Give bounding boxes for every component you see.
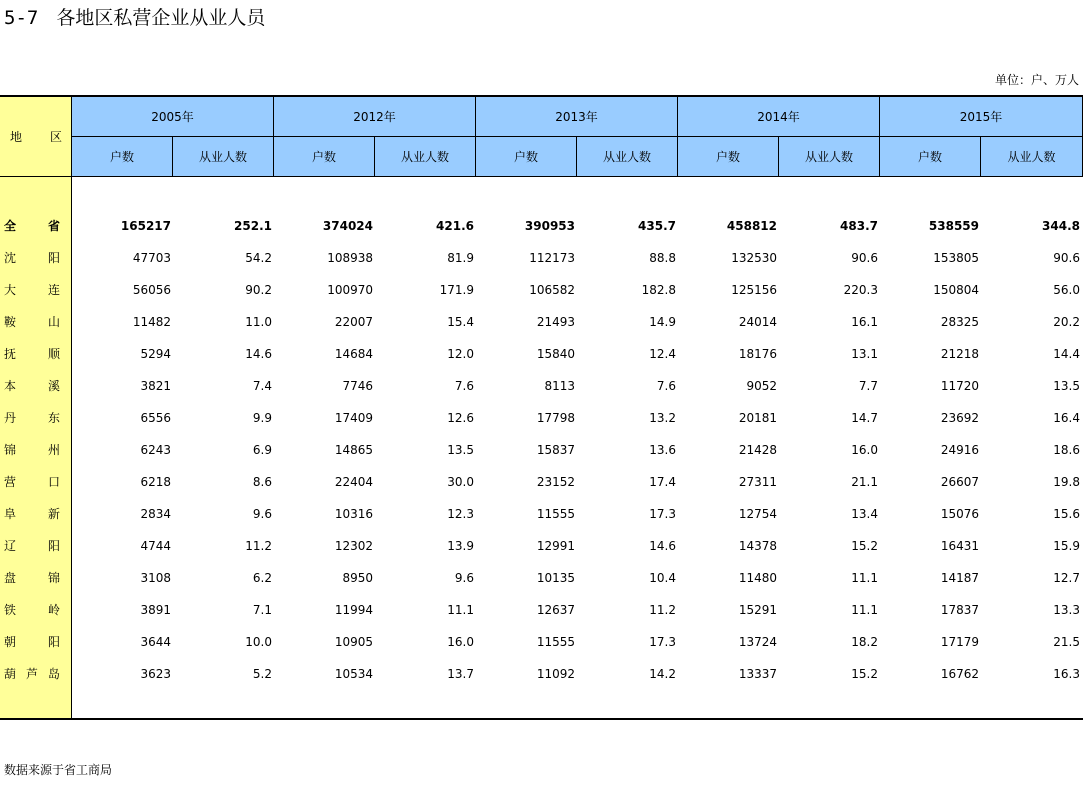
employees-cell: 17.3 — [649, 507, 676, 521]
employees-cell: 18.6 — [1053, 443, 1080, 457]
employees-cell: 15.9 — [1053, 539, 1080, 553]
households-cell: 390953 — [524, 219, 575, 233]
households-cell: 56056 — [132, 283, 171, 297]
employees-cell: 421.6 — [436, 219, 474, 233]
households-cell: 12754 — [738, 507, 777, 521]
table-row — [0, 658, 1083, 690]
employees-cell: 14.4 — [1053, 347, 1080, 361]
employees-cell: 6.2 — [252, 571, 272, 585]
households-cell: 458812 — [726, 219, 777, 233]
households-cell: 15291 — [738, 603, 777, 617]
employees-cell: 11.2 — [245, 539, 272, 553]
region-name: 葫 芦 岛 — [4, 667, 60, 681]
employees-cell: 14.7 — [851, 411, 878, 425]
table-row — [0, 242, 1083, 274]
employees-header: 从业人数 — [779, 137, 880, 177]
households-cell: 17179 — [940, 635, 979, 649]
households-cell: 8113 — [544, 379, 575, 393]
table-row — [0, 434, 1083, 466]
region-name: 全 省 — [4, 219, 60, 233]
employees-cell: 12.0 — [447, 347, 474, 361]
employees-cell: 15.4 — [447, 315, 474, 329]
households-cell: 23152 — [536, 475, 575, 489]
households-header: 户数 — [476, 137, 577, 177]
employees-cell: 13.7 — [447, 667, 474, 681]
households-cell: 9052 — [746, 379, 777, 393]
employees-cell: 13.4 — [851, 507, 878, 521]
households-cell: 11480 — [738, 571, 777, 585]
households-cell: 11092 — [536, 667, 575, 681]
employees-cell: 7.6 — [656, 379, 676, 393]
employees-cell: 171.9 — [439, 283, 474, 297]
households-cell: 6243 — [140, 443, 171, 457]
households-cell: 15840 — [536, 347, 575, 361]
households-cell: 16762 — [940, 667, 979, 681]
households-cell: 21493 — [536, 315, 575, 329]
employees-header: 从业人数 — [981, 137, 1083, 177]
households-cell: 24916 — [940, 443, 979, 457]
households-cell: 28325 — [940, 315, 979, 329]
households-cell: 3644 — [140, 635, 171, 649]
households-cell: 20181 — [738, 411, 777, 425]
employees-cell: 12.4 — [649, 347, 676, 361]
region-name: 抚 顺 — [4, 347, 60, 361]
employees-cell: 11.1 — [447, 603, 474, 617]
region-name: 辽 阳 — [4, 539, 60, 553]
households-cell: 125156 — [731, 283, 777, 297]
year-header: 2012年 — [274, 97, 476, 137]
households-cell: 16431 — [940, 539, 979, 553]
households-cell: 112173 — [529, 251, 575, 265]
year-header: 2014年 — [678, 97, 880, 137]
employees-cell: 13.5 — [1053, 379, 1080, 393]
households-cell: 374024 — [322, 219, 373, 233]
table-row — [0, 498, 1083, 530]
employees-cell: 12.3 — [447, 507, 474, 521]
households-header: 户数 — [880, 137, 981, 177]
households-cell: 17837 — [940, 603, 979, 617]
households-cell: 106582 — [529, 283, 575, 297]
employees-cell: 435.7 — [638, 219, 676, 233]
employees-cell: 17.4 — [649, 475, 676, 489]
employees-header: 从业人数 — [173, 137, 274, 177]
households-cell: 10135 — [536, 571, 575, 585]
employees-cell: 7.7 — [858, 379, 878, 393]
employees-cell: 13.1 — [851, 347, 878, 361]
employees-cell: 56.0 — [1053, 283, 1080, 297]
employees-cell: 14.6 — [245, 347, 272, 361]
households-cell: 11482 — [132, 315, 171, 329]
employees-cell: 182.8 — [641, 283, 676, 297]
unit-label: 单位：户、万人 — [994, 73, 1079, 87]
table-row — [0, 370, 1083, 402]
employees-cell: 11.2 — [649, 603, 676, 617]
households-header: 户数 — [72, 137, 173, 177]
households-cell: 14187 — [940, 571, 979, 585]
households-cell: 6218 — [140, 475, 171, 489]
employees-cell: 14.6 — [649, 539, 676, 553]
employees-cell: 90.6 — [851, 251, 878, 265]
employees-cell: 7.4 — [252, 379, 272, 393]
employees-cell: 10.4 — [649, 571, 676, 585]
households-cell: 23692 — [940, 411, 979, 425]
employees-cell: 20.2 — [1053, 315, 1080, 329]
employees-cell: 13.6 — [649, 443, 676, 457]
employees-cell: 12.7 — [1053, 571, 1080, 585]
households-cell: 10534 — [334, 667, 373, 681]
households-cell: 21428 — [738, 443, 777, 457]
employees-cell: 13.2 — [649, 411, 676, 425]
table-row — [0, 594, 1083, 626]
employees-cell: 9.9 — [252, 411, 272, 425]
households-cell: 7746 — [342, 379, 373, 393]
employees-cell: 14.2 — [649, 667, 676, 681]
region-name: 锦 州 — [4, 443, 60, 457]
employees-cell: 15.2 — [851, 667, 878, 681]
households-cell: 27311 — [738, 475, 777, 489]
employees-cell: 90.2 — [245, 283, 272, 297]
year-header: 2013年 — [476, 97, 678, 137]
region-name: 盘 锦 — [4, 571, 60, 585]
households-cell: 17409 — [334, 411, 373, 425]
employees-cell: 10.0 — [245, 635, 272, 649]
employees-cell: 18.2 — [851, 635, 878, 649]
employees-cell: 30.0 — [447, 475, 474, 489]
employees-cell: 15.6 — [1053, 507, 1080, 521]
households-cell: 100970 — [327, 283, 373, 297]
employees-cell: 16.4 — [1053, 411, 1080, 425]
region-name: 本 溪 — [4, 379, 60, 393]
households-cell: 132530 — [731, 251, 777, 265]
employees-cell: 16.1 — [851, 315, 878, 329]
employees-header: 从业人数 — [375, 137, 476, 177]
households-cell: 47703 — [132, 251, 171, 265]
households-cell: 11994 — [334, 603, 373, 617]
households-cell: 2834 — [140, 507, 171, 521]
employees-cell: 252.1 — [234, 219, 272, 233]
employees-cell: 13.3 — [1053, 603, 1080, 617]
employees-cell: 88.8 — [649, 251, 676, 265]
households-cell: 5294 — [140, 347, 171, 361]
region-name: 丹 东 — [4, 411, 60, 425]
households-cell: 11720 — [940, 379, 979, 393]
households-cell: 11555 — [536, 507, 575, 521]
households-cell: 12302 — [334, 539, 373, 553]
households-cell: 12991 — [536, 539, 575, 553]
employees-cell: 16.3 — [1053, 667, 1080, 681]
employees-cell: 11.1 — [851, 603, 878, 617]
households-header: 户数 — [678, 137, 779, 177]
region-name: 大 连 — [4, 283, 60, 297]
households-cell: 8950 — [342, 571, 373, 585]
table-row — [0, 530, 1083, 562]
households-cell: 18176 — [738, 347, 777, 361]
table-row — [0, 626, 1083, 658]
employees-cell: 483.7 — [840, 219, 878, 233]
employees-cell: 81.9 — [447, 251, 474, 265]
households-cell: 24014 — [738, 315, 777, 329]
employees-cell: 5.2 — [252, 667, 272, 681]
table-row — [0, 562, 1083, 594]
households-header: 户数 — [274, 137, 375, 177]
region-header: 地区 — [0, 97, 72, 177]
employees-cell: 15.2 — [851, 539, 878, 553]
households-cell: 3108 — [140, 571, 171, 585]
households-cell: 6556 — [140, 411, 171, 425]
employees-header: 从业人数 — [577, 137, 678, 177]
employees-cell: 12.6 — [447, 411, 474, 425]
employees-cell: 9.6 — [252, 507, 272, 521]
employees-cell: 16.0 — [851, 443, 878, 457]
households-cell: 21218 — [940, 347, 979, 361]
employees-cell: 54.2 — [245, 251, 272, 265]
table-row — [0, 402, 1083, 434]
region-name: 阜 新 — [4, 507, 60, 521]
households-cell: 3891 — [140, 603, 171, 617]
households-cell: 11555 — [536, 635, 575, 649]
table-number: 5-7 — [4, 7, 39, 29]
table-row — [0, 306, 1083, 338]
employees-cell: 7.1 — [252, 603, 272, 617]
households-cell: 26607 — [940, 475, 979, 489]
households-cell: 538559 — [928, 219, 979, 233]
households-cell: 17798 — [536, 411, 575, 425]
region-name: 鞍 山 — [4, 315, 60, 329]
households-cell: 108938 — [327, 251, 373, 265]
households-cell: 3623 — [140, 667, 171, 681]
households-cell: 165217 — [120, 219, 171, 233]
households-cell: 13724 — [738, 635, 777, 649]
employees-cell: 14.9 — [649, 315, 676, 329]
employees-cell: 11.0 — [245, 315, 272, 329]
employees-cell: 19.8 — [1053, 475, 1080, 489]
households-cell: 13337 — [738, 667, 777, 681]
employees-cell: 13.5 — [447, 443, 474, 457]
table-title: 各地区私营企业从业人员 — [56, 7, 266, 29]
employees-cell: 6.9 — [252, 443, 272, 457]
households-cell: 22007 — [334, 315, 373, 329]
employees-cell: 21.1 — [851, 475, 878, 489]
employees-cell: 7.6 — [454, 379, 474, 393]
table-row — [0, 274, 1083, 306]
page-title — [4, 5, 265, 31]
data-table — [0, 95, 1083, 720]
region-name: 朝 阳 — [4, 635, 60, 649]
households-cell: 10316 — [334, 507, 373, 521]
households-cell: 14684 — [334, 347, 373, 361]
employees-cell: 8.6 — [252, 475, 272, 489]
employees-cell: 16.0 — [447, 635, 474, 649]
households-cell: 15837 — [536, 443, 575, 457]
source-note: 数据来源于省工商局 — [4, 763, 113, 777]
year-header: 2005年 — [72, 97, 274, 137]
region-name: 沈 阳 — [4, 251, 60, 265]
table-row — [0, 338, 1083, 370]
region-name: 铁 岭 — [4, 603, 60, 617]
households-cell: 15076 — [940, 507, 979, 521]
employees-cell: 11.1 — [851, 571, 878, 585]
employees-cell: 17.3 — [649, 635, 676, 649]
households-cell: 150804 — [933, 283, 979, 297]
employees-cell: 13.9 — [447, 539, 474, 553]
employees-cell: 344.8 — [1042, 219, 1080, 233]
year-header: 2015年 — [880, 97, 1083, 137]
households-cell: 4744 — [140, 539, 171, 553]
employees-cell: 9.6 — [454, 571, 474, 585]
region-name: 营 口 — [4, 475, 60, 489]
table-row — [0, 466, 1083, 498]
employees-cell: 90.6 — [1053, 251, 1080, 265]
households-cell: 22404 — [334, 475, 373, 489]
households-cell: 12637 — [536, 603, 575, 617]
households-cell: 10905 — [334, 635, 373, 649]
households-cell: 153805 — [933, 251, 979, 265]
employees-cell: 220.3 — [843, 283, 878, 297]
households-cell: 3821 — [140, 379, 171, 393]
employees-cell: 21.5 — [1053, 635, 1080, 649]
households-cell: 14378 — [738, 539, 777, 553]
table-row — [0, 210, 1083, 242]
households-cell: 14865 — [334, 443, 373, 457]
